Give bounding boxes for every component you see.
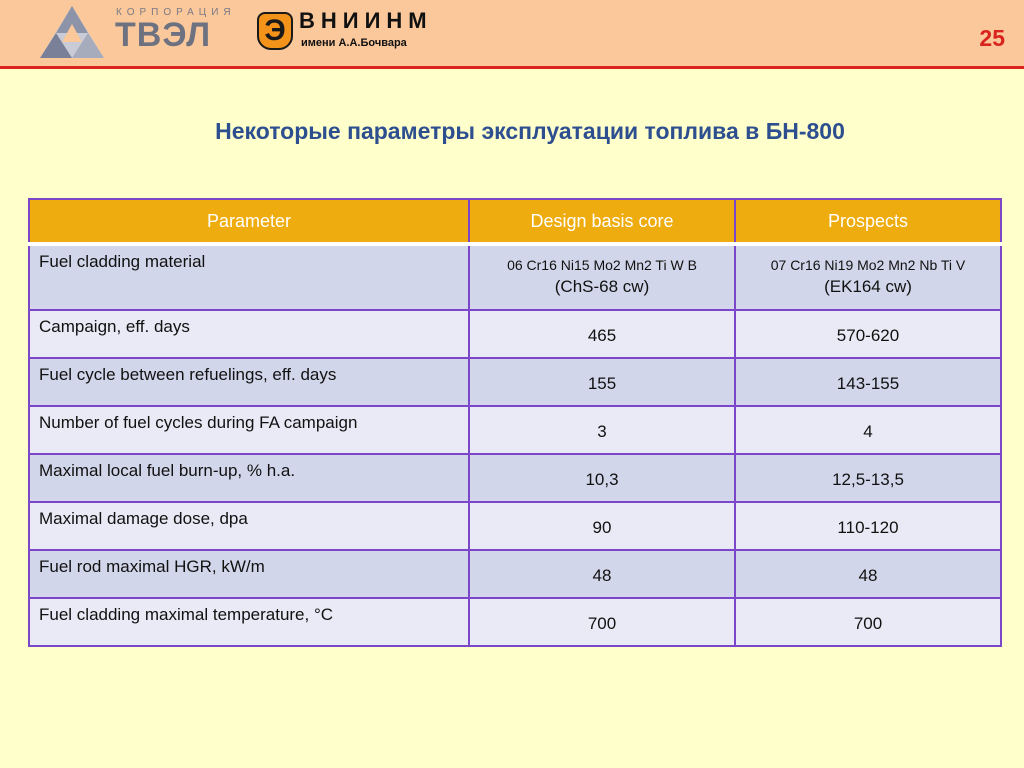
design-value-cell: 10,3 [469, 454, 735, 502]
page-number: 25 [979, 25, 1005, 51]
tvel-name: ТВЭЛ [115, 16, 212, 54]
table-row [29, 244, 1001, 310]
design-material-code: 06 Cr16 Ni15 Mo2 Mn2 Ti W B [507, 257, 697, 273]
column-header-prospects: Prospects [735, 199, 1001, 244]
prospects-material-code: 07 Cr16 Ni19 Mo2 Mn2 Nb Ti V [770, 257, 966, 273]
slide-title: Некоторые параметры эксплуатации топлива в БН-800 [215, 118, 845, 144]
prospects-value-cell: 12,5-13,5 [735, 454, 1001, 502]
prospects-value-cell: 48 [735, 550, 1001, 598]
design-value-cell: 700 [469, 598, 735, 646]
header-bar [0, 0, 1024, 66]
vniinm-emblem-letter: Э [264, 14, 286, 47]
parameter-cell: Fuel cladding material [29, 244, 469, 310]
design-value-cell: 3 [469, 406, 735, 454]
table-row [29, 550, 1001, 598]
design-material-cell [469, 244, 735, 310]
prospects-value-cell: 143-155 [735, 358, 1001, 406]
table-row [29, 502, 1001, 550]
parameter-cell: Maximal damage dose, dpa [29, 502, 469, 550]
parameter-cell: Fuel cycle between refuelings, eff. days [29, 358, 469, 406]
prospects-material-cell [735, 244, 1001, 310]
vniinm-subtitle: имени А.А.Бочвара [301, 37, 407, 49]
parameter-cell: Maximal local fuel burn-up, % h.a. [29, 454, 469, 502]
table-row [29, 310, 1001, 358]
table-row [29, 598, 1001, 646]
parameter-cell: Number of fuel cycles during FA campaign [29, 406, 469, 454]
column-header-design: Design basis core [469, 199, 735, 244]
table-row [29, 358, 1001, 406]
prospects-value-cell: 110-120 [735, 502, 1001, 550]
header-divider [0, 66, 1024, 69]
vniinm-logo-icon [257, 12, 293, 50]
parameter-cell: Fuel rod maximal HGR, kW/m [29, 550, 469, 598]
parameter-cell: Campaign, eff. days [29, 310, 469, 358]
tvel-subtitle: КОРПОРАЦИЯ [116, 7, 236, 18]
prospects-value-cell: 4 [735, 406, 1001, 454]
prospects-value-cell: 700 [735, 598, 1001, 646]
table-header-row [29, 199, 1001, 244]
table-row [29, 454, 1001, 502]
prospects-material-grade: (EK164 cw) [824, 277, 912, 296]
vniinm-name: ВНИИНМ [299, 8, 433, 33]
design-value-cell: 465 [469, 310, 735, 358]
design-value-cell: 155 [469, 358, 735, 406]
column-header-parameter: Parameter [29, 199, 469, 244]
design-material-grade: (ChS-68 cw) [554, 277, 650, 296]
design-value-cell: 48 [469, 550, 735, 598]
tvel-logo-icon [38, 4, 106, 60]
parameter-cell: Fuel cladding maximal temperature, °C [29, 598, 469, 646]
prospects-value-cell: 570-620 [735, 310, 1001, 358]
table-row [29, 406, 1001, 454]
parameters-table [28, 198, 1002, 647]
design-value-cell: 90 [469, 502, 735, 550]
